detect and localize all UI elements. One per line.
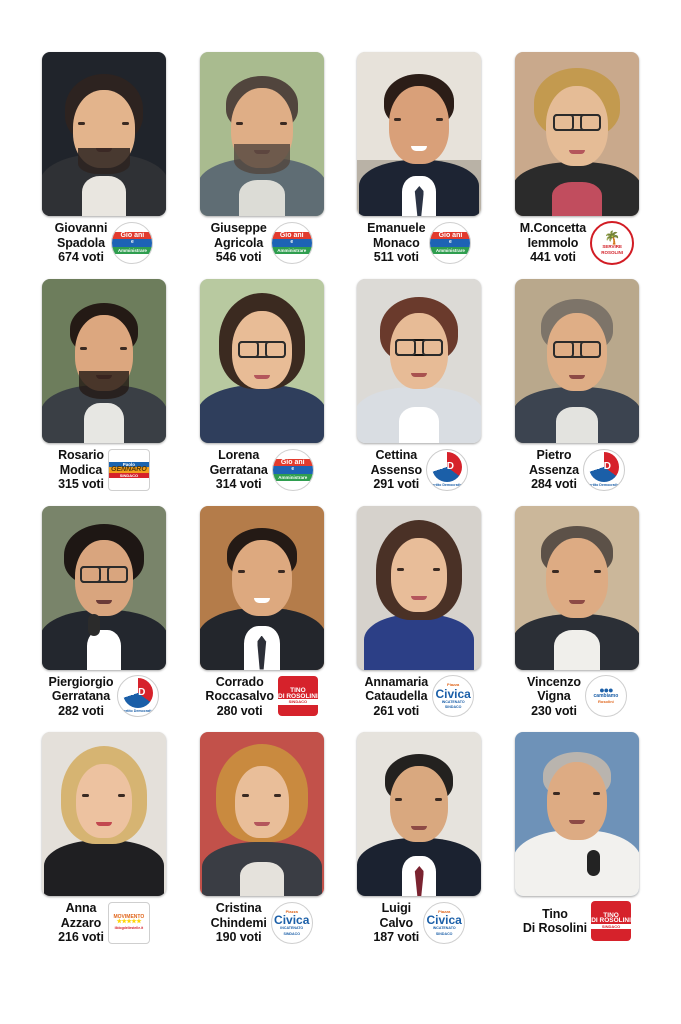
candidate-first-name: M.Concetta xyxy=(519,221,587,236)
paolo-gennaro-sindaco-logo: Paolo GENNARO SINDACO xyxy=(108,449,150,491)
candidate-votes: 546 voti xyxy=(215,250,262,264)
candidate-names xyxy=(364,675,428,719)
candidate-photo xyxy=(42,279,166,443)
candidate-names xyxy=(527,675,581,719)
candidate-last-name: Monaco xyxy=(372,235,420,250)
candidate-row xyxy=(34,732,647,945)
candidate-last-name: Gerratana xyxy=(209,462,268,477)
candidate-photo xyxy=(357,279,481,443)
candidate-votes: 441 voti xyxy=(530,250,576,265)
candidate-last-name: Assenza xyxy=(528,462,579,477)
candidate-first-name: Anna xyxy=(65,901,97,915)
tino-di-rosolini-sindaco-logo: TINO DI ROSOLINI SINDACO xyxy=(278,676,318,716)
candidate-last-name: Iemmolo xyxy=(527,235,579,250)
candidate-first-name: Vincenzo xyxy=(527,674,581,689)
candidate-names xyxy=(58,448,104,492)
candidate-caption xyxy=(29,221,179,265)
candidate-names xyxy=(523,907,587,936)
candidate-votes: 261 voti xyxy=(373,703,420,718)
candidate-card[interactable] xyxy=(192,506,332,719)
candidate-names xyxy=(371,448,422,492)
candidate-photo xyxy=(515,506,639,670)
candidate-last-name: Assenso xyxy=(370,462,423,477)
candidate-votes: 314 voti xyxy=(215,477,262,491)
candidate-card[interactable] xyxy=(34,732,174,945)
candidate-photo xyxy=(515,279,639,443)
candidate-card[interactable] xyxy=(349,279,489,492)
servire-rosolini-logo: 🌴 SERVIRE ROSOLINI xyxy=(590,221,634,265)
candidate-last-name: Vigna xyxy=(537,689,571,703)
candidate-caption xyxy=(344,221,494,265)
candidate-caption xyxy=(344,901,494,945)
piazza-civica-incatenato-sindaco-logo: Piazza Civica INCATENATO SINDACO xyxy=(432,675,474,717)
candidate-photo xyxy=(200,279,324,443)
candidate-names xyxy=(367,221,425,265)
candidate-first-name: Lorena xyxy=(218,448,260,462)
candidate-photo xyxy=(42,506,166,670)
microphone-icon xyxy=(587,850,600,876)
giovani-amministrare-logo: Gio ani e Amministrare xyxy=(429,222,471,264)
candidate-caption xyxy=(502,448,652,492)
tino-di-rosolini-sindaco-logo: TINO DI ROSOLINI SINDACO xyxy=(591,901,631,941)
candidate-row xyxy=(34,279,647,492)
candidate-votes: 280 voti xyxy=(216,703,263,718)
microphone-icon xyxy=(88,614,100,636)
candidate-names xyxy=(520,221,586,265)
candidate-last-name: Roccasalvo xyxy=(205,689,274,703)
candidate-card[interactable] xyxy=(192,52,332,265)
giovani-amministrare-logo: Gio ani e Amministrare xyxy=(111,222,153,264)
candidate-last-name: Cataudella xyxy=(365,689,428,703)
candidate-first-name: Pietro xyxy=(536,448,572,462)
candidate-last-name: Chindemi xyxy=(210,915,267,930)
candidate-votes: 216 voti xyxy=(58,930,104,944)
partito-democratico-logo: PD Partito Democratico xyxy=(117,675,159,717)
candidate-card[interactable] xyxy=(192,732,332,945)
candidate-names xyxy=(49,675,114,719)
dots-icon: ●●● xyxy=(599,685,613,695)
candidate-last-name: Di Rosolini xyxy=(522,921,588,935)
candidate-caption xyxy=(187,448,337,492)
candidate-caption xyxy=(502,221,652,265)
candidate-votes: 674 voti xyxy=(58,250,104,264)
candidate-photo xyxy=(357,506,481,670)
candidate-card[interactable] xyxy=(192,279,332,492)
partito-democratico-logo: PD Partito Democratico xyxy=(583,449,625,491)
candidate-names xyxy=(211,221,267,265)
candidate-first-name: Corrado xyxy=(215,674,264,689)
candidate-first-name: Cettina xyxy=(375,448,418,462)
candidate-votes: 291 voti xyxy=(373,477,420,491)
candidate-names xyxy=(529,448,579,492)
candidate-first-name: Cristina xyxy=(215,901,262,915)
candidate-first-name: Tino xyxy=(542,906,568,921)
candidate-first-name: Giuseppe xyxy=(210,221,267,235)
candidate-card[interactable] xyxy=(507,732,647,945)
candidate-first-name: Emanuele xyxy=(367,221,426,235)
candidate-votes: 511 voti xyxy=(373,250,419,264)
candidate-photo xyxy=(200,732,324,896)
candidate-names xyxy=(55,221,108,265)
candidate-names xyxy=(373,901,419,945)
candidate-photo xyxy=(200,52,324,216)
candidate-caption xyxy=(502,901,652,941)
giovani-amministrare-logo: Gio ani e Amministrare xyxy=(271,222,313,264)
candidate-first-name: Rosario xyxy=(58,448,104,462)
candidate-last-name: Calvo xyxy=(379,915,414,930)
candidate-caption xyxy=(187,675,337,719)
candidate-photo xyxy=(357,52,481,216)
candidate-first-name: Luigi xyxy=(381,901,411,915)
palm-icon: 🌴 xyxy=(604,230,621,245)
candidate-card[interactable] xyxy=(349,506,489,719)
candidate-photo xyxy=(42,732,166,896)
candidate-names xyxy=(58,901,104,945)
candidate-card[interactable] xyxy=(34,279,174,492)
giovani-amministrare-logo: Gio ani e Amministrare xyxy=(272,449,314,491)
candidate-votes: 187 voti xyxy=(373,930,420,944)
candidate-card[interactable] xyxy=(349,52,489,265)
candidate-last-name: Spadola xyxy=(57,235,105,250)
candidate-card[interactable] xyxy=(34,52,174,265)
candidate-votes: 282 voti xyxy=(58,703,104,718)
candidate-votes: 284 voti xyxy=(531,477,577,491)
candidate-names xyxy=(205,675,273,719)
candidate-caption xyxy=(187,901,337,945)
candidate-first-name: Giovanni xyxy=(54,221,108,235)
candidate-caption xyxy=(344,448,494,492)
candidate-votes: 230 voti xyxy=(531,703,577,718)
candidate-card[interactable] xyxy=(507,52,647,265)
candidate-card[interactable] xyxy=(349,732,489,945)
candidate-last-name: Gerratana xyxy=(51,689,111,703)
movimento-5-stelle-logo: MOVIMENTO ★★★★★ ilblogdellestelle.it xyxy=(108,902,150,944)
candidate-photo xyxy=(42,52,166,216)
candidate-last-name: Azzaro xyxy=(60,915,102,930)
piazza-civica-incatenato-sindaco-logo: Piazza Civica INCATENATO SINDACO xyxy=(423,902,465,944)
candidate-caption xyxy=(502,675,652,719)
candidate-votes: 315 voti xyxy=(58,477,104,491)
candidate-photo xyxy=(357,732,481,896)
candidate-caption xyxy=(29,675,179,719)
candidate-first-name: Annamaria xyxy=(364,674,429,689)
candidate-caption xyxy=(29,448,179,492)
candidate-votes: 190 voti xyxy=(215,930,262,944)
candidate-photo xyxy=(200,506,324,670)
cambiamo-rosolini-logo: ●●● cambiamo Rosolini xyxy=(585,675,627,717)
partito-democratico-logo: PD Partito Democratico xyxy=(426,449,468,491)
candidate-names xyxy=(210,448,268,492)
candidate-caption xyxy=(29,901,179,945)
candidate-caption xyxy=(187,221,337,265)
candidate-first-name: Piergiorgio xyxy=(48,674,114,689)
candidate-card[interactable] xyxy=(34,506,174,719)
candidate-row xyxy=(34,506,647,719)
candidate-caption xyxy=(344,675,494,719)
piazza-civica-incatenato-sindaco-logo: Piazza Civica INCATENATO SINDACO xyxy=(271,902,313,944)
candidate-photo xyxy=(515,52,639,216)
candidate-photo xyxy=(515,732,639,896)
candidate-last-name: Agricola xyxy=(214,235,264,250)
candidate-last-name: Modica xyxy=(59,462,103,477)
candidate-row xyxy=(34,52,647,265)
candidate-card[interactable] xyxy=(507,506,647,719)
candidate-names xyxy=(211,901,267,945)
candidate-card[interactable] xyxy=(507,279,647,492)
